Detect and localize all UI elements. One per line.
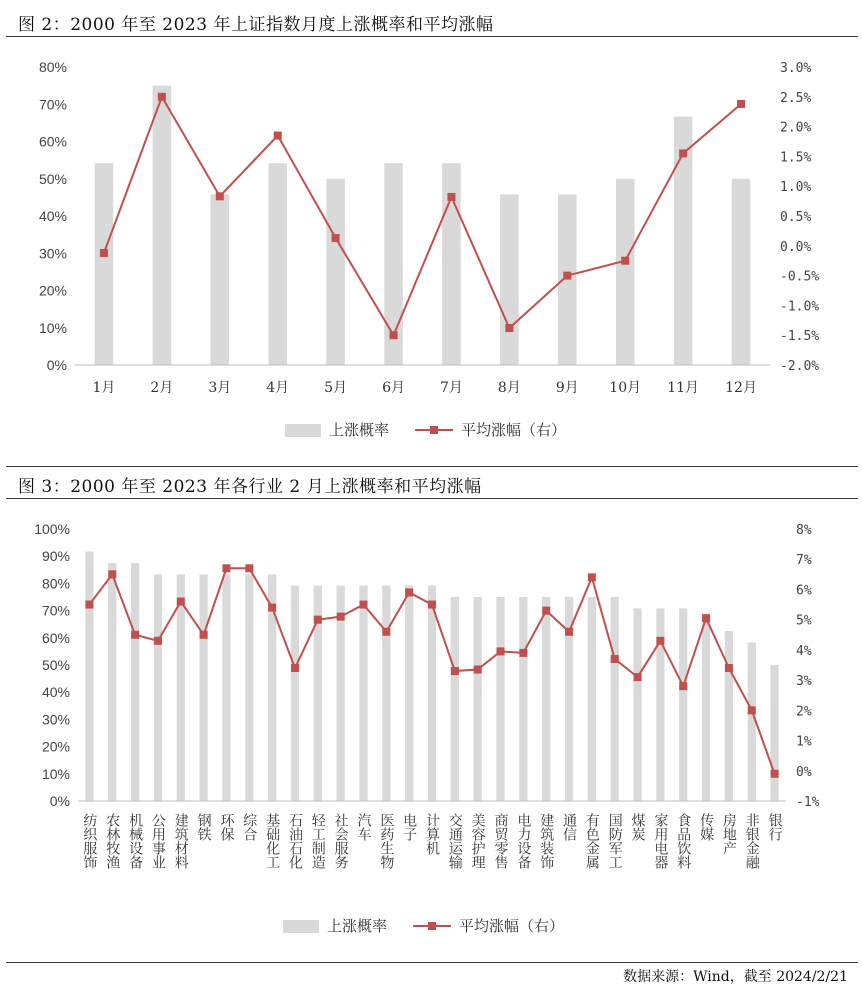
line-point <box>291 664 299 672</box>
y-right-tick-label: 1% <box>796 734 812 750</box>
x-tick-label: 家用电器 <box>652 813 669 869</box>
x-tick-label: 4月 <box>266 380 290 396</box>
bar <box>131 563 139 801</box>
line-point <box>390 331 398 339</box>
x-tick-label: 传媒 <box>698 813 715 841</box>
x-tick-label: 综合 <box>241 813 258 841</box>
legend-bar-label: 上涨概率 <box>329 421 390 439</box>
bar <box>222 574 230 801</box>
bar <box>542 597 550 801</box>
y-left-tick-label: 100% <box>34 521 70 537</box>
line-point <box>100 249 108 257</box>
y-right-tick-label: 2% <box>796 704 812 720</box>
legend-line-marker <box>430 426 438 434</box>
line-point <box>158 93 166 101</box>
y-left-tick-label: 20% <box>41 738 70 755</box>
bar <box>732 179 751 365</box>
x-tick-label: 煤炭 <box>629 813 646 841</box>
y-right-tick-label: -1.0% <box>780 299 820 315</box>
legend-bar-swatch <box>283 920 319 933</box>
x-tick-label: 钢铁 <box>195 813 212 841</box>
x-tick-label: 国防军工 <box>606 813 623 869</box>
x-tick-label: 机械设备 <box>127 813 144 869</box>
bar <box>474 597 482 801</box>
bar <box>616 179 635 365</box>
y-left-tick-label: 70% <box>41 602 70 619</box>
line-point <box>771 770 779 778</box>
bar <box>611 597 619 801</box>
y-left-tick-label: 60% <box>38 133 67 150</box>
line-point <box>505 324 513 332</box>
bar <box>770 665 778 801</box>
y-left-tick-label: 20% <box>38 282 67 299</box>
x-tick-label: 12月 <box>725 380 757 396</box>
source-note: 数据来源：Wind，截至 2024/2/21 <box>623 969 848 985</box>
x-tick-label: 美容护理 <box>469 813 486 869</box>
x-tick-label: 计算机 <box>424 813 440 855</box>
y-right-tick-label: -2.0% <box>780 359 820 374</box>
x-tick-label: 11月 <box>667 380 700 396</box>
y-right-tick-label: 1.0% <box>780 180 812 196</box>
y-right-tick-label: 0.5% <box>780 210 812 225</box>
x-tick-label: 医药生物 <box>378 813 395 869</box>
line-point <box>200 631 208 639</box>
y-left-tick-label: 0% <box>49 793 70 809</box>
x-tick-label: 8月 <box>497 380 521 396</box>
bar <box>558 194 577 365</box>
x-tick-label: 建筑材料 <box>172 813 189 869</box>
line-point <box>447 193 455 201</box>
line-point <box>359 601 367 609</box>
x-tick-label: 7月 <box>439 380 463 396</box>
y-right-tick-label: 2.5% <box>780 90 812 106</box>
y-right-tick-label: 1.5% <box>780 150 812 166</box>
x-tick-label: 电力设备 <box>515 813 532 869</box>
y-right-tick-label: 2.0% <box>780 120 812 136</box>
y-left-tick-label: 60% <box>41 629 70 646</box>
legend-bar-swatch <box>285 424 321 437</box>
x-tick-label: 汽车 <box>355 813 372 841</box>
bar <box>428 586 436 801</box>
bar <box>679 608 687 801</box>
x-tick-label: 房地产 <box>720 813 737 855</box>
x-tick-label: 建筑装饰 <box>538 813 555 869</box>
y-left-tick-label: 90% <box>41 548 70 565</box>
bar <box>245 574 253 801</box>
line-point <box>154 637 162 645</box>
x-tick-label: 10月 <box>609 380 642 396</box>
y-right-tick-label: 6% <box>796 583 812 599</box>
line-point <box>474 666 482 674</box>
line-point <box>451 667 459 675</box>
x-tick-label: 2月 <box>150 380 174 396</box>
line-point <box>679 682 687 690</box>
bar <box>200 574 208 801</box>
bar <box>519 597 527 801</box>
line-point <box>497 647 505 655</box>
line-point <box>314 616 322 624</box>
x-tick-label: 社会服务 <box>332 813 349 869</box>
bar <box>451 597 459 801</box>
line-point <box>177 598 185 606</box>
legend-line-label: 平均涨幅（右） <box>459 917 565 935</box>
y-right-tick-label: -0.5% <box>780 269 820 285</box>
x-tick-label: 5月 <box>324 380 348 396</box>
y-left-tick-label: 80% <box>41 575 70 592</box>
legend-line-label: 平均涨幅（右） <box>461 421 567 439</box>
figure-2-top-rule <box>6 466 858 467</box>
x-tick-label: 银行 <box>766 813 783 841</box>
line-point <box>519 649 527 657</box>
x-tick-label: 非银金融 <box>743 813 760 869</box>
line-point <box>245 564 253 572</box>
y-left-tick-label: 30% <box>38 245 67 262</box>
y-right-tick-label: 8% <box>796 523 812 538</box>
figure-1-title-rule <box>6 36 858 37</box>
bar <box>326 179 345 365</box>
y-left-tick-label: 50% <box>41 657 70 673</box>
bar <box>95 163 114 365</box>
y-right-tick-label: 5% <box>796 613 812 629</box>
x-tick-label: 农林牧渔 <box>104 813 121 869</box>
bar <box>725 631 733 801</box>
bar <box>588 597 596 801</box>
line-point <box>332 234 340 242</box>
x-tick-label: 通信 <box>561 813 578 841</box>
y-right-tick-label: 4% <box>796 643 812 659</box>
x-tick-label: 环保 <box>218 813 235 841</box>
line-point <box>428 601 436 609</box>
y-right-tick-label: -1% <box>796 795 820 810</box>
bar <box>85 552 93 801</box>
x-tick-label: 1月 <box>92 380 116 396</box>
line-point <box>108 570 116 578</box>
bar <box>268 163 287 365</box>
source-rule <box>6 962 858 963</box>
line-point <box>216 192 224 200</box>
line-point <box>565 628 573 636</box>
line-point <box>222 564 230 572</box>
x-tick-label: 电子 <box>401 813 418 841</box>
x-tick-label: 商贸零售 <box>492 813 509 869</box>
line-point <box>748 706 756 714</box>
y-left-tick-label: 70% <box>38 96 67 113</box>
x-tick-label: 石油石化 <box>286 813 303 869</box>
line-point <box>679 149 687 157</box>
y-right-tick-label: 0% <box>796 764 812 780</box>
x-tick-label: 9月 <box>555 380 579 396</box>
y-right-tick-label: -1.5% <box>780 329 820 345</box>
bar <box>153 86 172 365</box>
industry-chart <box>0 502 862 958</box>
line-point <box>337 613 345 621</box>
legend-bar-label: 上涨概率 <box>327 917 388 935</box>
y-left-tick-label: 50% <box>38 170 67 187</box>
line-point <box>737 100 745 108</box>
y-left-tick-label: 0% <box>46 357 67 373</box>
bar <box>702 620 710 801</box>
line-point <box>85 601 93 609</box>
line-point <box>131 631 139 639</box>
line-point <box>702 614 710 622</box>
y-left-tick-label: 10% <box>38 319 67 336</box>
monthly-chart <box>0 40 862 460</box>
line-point <box>634 673 642 681</box>
y-right-tick-label: 0.0% <box>780 239 812 255</box>
line-point <box>542 607 550 615</box>
line-series-path <box>104 97 741 335</box>
line-point <box>611 655 619 663</box>
bar <box>565 597 573 801</box>
line-point <box>405 588 413 596</box>
bar <box>291 586 299 801</box>
y-left-tick-label: 10% <box>41 765 70 782</box>
line-point <box>382 628 390 636</box>
bar <box>108 563 116 801</box>
x-tick-label: 食品饮料 <box>675 813 692 869</box>
bar <box>633 608 641 801</box>
y-left-tick-label: 80% <box>38 59 67 75</box>
line-point <box>268 604 276 612</box>
x-tick-label: 交通运输 <box>446 813 463 869</box>
y-right-tick-label: 3.0% <box>780 61 812 76</box>
x-tick-label: 轻工制造 <box>309 813 326 869</box>
bar <box>748 642 756 801</box>
y-right-tick-label: 3% <box>796 674 812 690</box>
line-point <box>621 257 629 265</box>
y-left-tick-label: 40% <box>38 208 67 224</box>
x-tick-label: 6月 <box>382 380 406 396</box>
line-point <box>588 573 596 581</box>
bar <box>211 194 230 365</box>
x-tick-label: 基础化工 <box>264 813 281 869</box>
bar <box>496 597 504 801</box>
figure-1-title: 图 2：2000 年至 2023 年上证指数月度上涨概率和平均涨幅 <box>18 15 494 35</box>
x-tick-label: 公用事业 <box>149 813 166 869</box>
x-tick-label: 纺织服饰 <box>81 813 98 869</box>
line-point <box>656 637 664 645</box>
line-point <box>725 664 733 672</box>
bar <box>382 586 390 801</box>
bar <box>405 586 413 801</box>
bar <box>359 586 367 801</box>
y-left-tick-label: 30% <box>41 711 70 728</box>
line-point <box>563 272 571 280</box>
y-right-tick-label: 7% <box>796 553 812 569</box>
bar <box>500 194 519 365</box>
y-left-tick-label: 40% <box>41 684 70 701</box>
x-tick-label: 3月 <box>208 380 232 396</box>
figure-2-title: 图 3：2000 年至 2023 年各行业 2 月上涨概率和平均涨幅 <box>18 477 482 497</box>
bar <box>154 574 162 801</box>
legend-line-marker <box>428 922 436 930</box>
x-tick-label: 有色金属 <box>583 813 600 869</box>
line-point <box>274 132 282 140</box>
figure-2-title-rule <box>6 498 858 499</box>
